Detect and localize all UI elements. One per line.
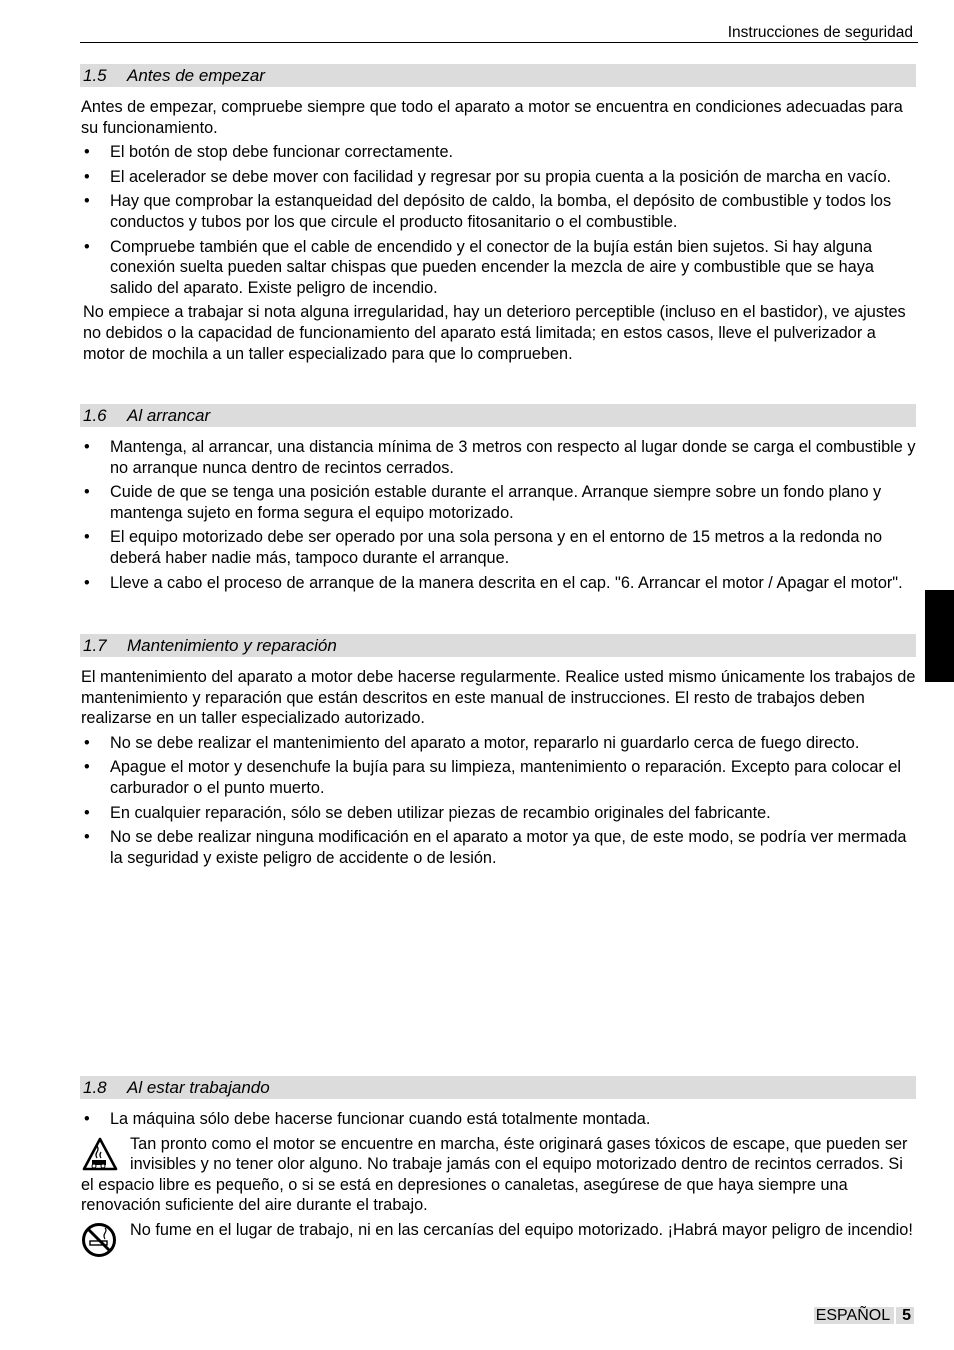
header-rule [80,42,918,43]
list-item: • Lleve a cabo el proceso de arranque de la manera descrita en el cap. "6. Arrancar el motor / Apagar el motor". [81,573,917,594]
section-body-1-5 [81,97,917,364]
section-title: Mantenimiento y reparación [127,636,337,655]
page-footer [814,1305,914,1327]
list-item: • Apague el motor y desenchufe la bujía para su limpieza, mantenimiento o reparación. Excepto para colocar el carburador o el punto muerto. [81,757,917,798]
section-title: Al estar trabajando [127,1078,270,1097]
section-number: 1.6 [83,406,107,425]
list-item: • El acelerador se debe mover con facilidad y regresar por su propia cuenta a la posición de marcha en vacío. [81,167,917,188]
warning-notice [81,1134,917,1216]
list-item: • En cualquier reparación, sólo se deben utilizar piezas de recambio originales del fabricante. [81,803,917,824]
section-heading-1-5 [80,64,916,87]
list-item: • La máquina sólo debe hacerse funcionar cuando está totalmente montada. [81,1109,917,1130]
bullet-list [81,437,917,593]
list-item: • No se debe realizar el mantenimiento del aparato a motor, repararlo ni guardarlo cerca de fuego directo. [81,733,917,754]
no-smoking-icon [81,1221,119,1259]
section-heading-1-8 [80,1076,916,1099]
intro-paragraph: El mantenimiento del aparato a motor debe hacerse regularmente. Realice usted mismo únicamente los trabajos de mantenimiento y reparación que están descritos en este manual de instrucciones. El resto de trabajos deben realizarse en un taller especializado autorizado. [81,668,916,728]
section-title: Al arrancar [127,406,211,425]
warning-text: Tan pronto como el motor se encuentre en marcha, éste originará gases tóxicos de escape, que pueden ser invisibles y no tener olor alguno. No trabaje jamás con el equipo motorizado dentro de recintos cerrados. Si el espacio libre es pequeño, o si se está en depresiones o canaletas, asegúrese de que haya siempre una renovación suficiente del aire durante el trabajo. [81,1134,908,1215]
bullet-list [81,1109,917,1130]
warning-notice [81,1220,917,1241]
bullet-list [81,733,917,869]
page-number: 5 [896,1307,914,1324]
bullet-list [81,142,917,298]
section-body-1-8 [81,1105,917,1259]
section-body-1-6 [81,433,917,593]
list-item: • Mantenga, al arrancar, una distancia mínima de 3 metros con respecto al lugar donde se carga el combustible y no arranque nunca dentro de recintos cerrados. [81,437,917,478]
warning-text: No fume en el lugar de trabajo, ni en las cercanías del equipo motorizado. ¡Habrá mayor peligro de incendio! [130,1220,913,1239]
chapter-tab-marker [925,590,954,682]
list-item: • El botón de stop debe funcionar correctamente. [81,142,917,163]
section-body-1-7 [81,667,917,868]
section-number: 1.8 [83,1078,107,1097]
section-heading-1-6 [80,404,916,427]
footer-language: ESPAÑOL [814,1307,894,1324]
section-title: Antes de empezar [127,66,265,85]
intro-paragraph: Antes de empezar, compruebe siempre que todo el aparato a motor se encuentra en condiciones adecuadas para su funcionamiento. [81,98,903,137]
list-item: • Compruebe también que el cable de encendido y el conector de la bujía están bien sujetos. Si hay alguna conexión suelta pueden saltar chispas que pueden encender la mezcla de aire y combustible que se haya salido del aparato. Existe peligro de incendio. [81,237,917,299]
list-item: • No se debe realizar ninguna modificación en el aparato a motor ya que, de este modo, se podría ver mermada la seguridad y existe peligro de accidente o de lesión. [81,827,917,868]
list-item: • Hay que comprobar la estanqueidad del depósito de caldo, la bomba, el depósito de combustible y todos los conductos y tubos por los que circule el producto fitosanitario o el combustible. [81,191,917,232]
section-heading-1-7 [80,634,916,657]
header-title: Instrucciones de seguridad [727,24,913,41]
list-item: • Cuide de que se tenga una posición estable durante el arranque. Arranque siempre sobre un fondo plano y mantenga sujeto en forma segura el equipo motorizado. [81,482,917,523]
outro-paragraph: No empiece a trabajar si nota alguna irregularidad, hay un deterioro perceptible (incluso en el bastidor), ve ajustes no debidos o la capacidad de funcionamiento del aparato está limitada; en estos casos, lleve el pulverizador a motor de mochila a un taller especializado para que lo comprueben. [83,303,906,363]
section-number: 1.5 [83,66,107,85]
section-number: 1.7 [83,636,107,655]
toxic-gas-warning-icon [81,1135,123,1175]
list-item: • El equipo motorizado debe ser operado por una sola persona y en el entorno de 15 metros a la redonda no deberá haber nadie más, tampoco durante el arranque. [81,527,917,568]
